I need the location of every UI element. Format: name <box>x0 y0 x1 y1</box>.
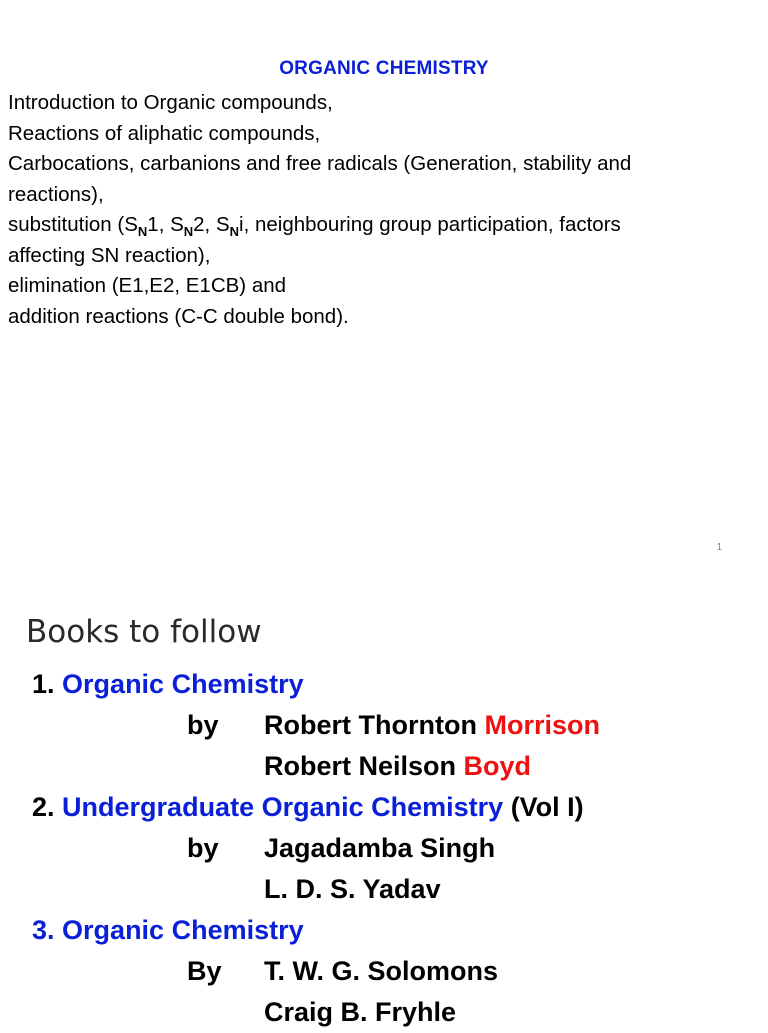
syllabus-line-substitution <box>8 210 742 241</box>
syllabus-body <box>8 88 742 332</box>
author-surname: Boyd <box>463 751 532 781</box>
syllabus-line: reactions), <box>8 182 104 206</box>
book-volume: (Vol I) <box>510 792 584 822</box>
syllabus-line: affecting SN reaction), <box>8 243 211 267</box>
substitution-text: 1, S <box>147 213 184 236</box>
author-name: L. D. S. Yadav <box>264 874 441 904</box>
slide-books <box>0 576 768 1027</box>
by-label: by <box>187 710 219 740</box>
subscript-n: N <box>183 224 194 239</box>
book-2-author-row <box>32 828 752 869</box>
book-title: Organic Chemistry <box>62 915 304 945</box>
page-number: 1 <box>716 542 722 553</box>
syllabus-line: Introduction to Organic compounds, <box>8 91 333 114</box>
book-title: Undergraduate Organic Chemistry <box>62 792 504 822</box>
book-number: 2. <box>32 792 55 822</box>
book-1-author-row <box>32 746 752 787</box>
book-3-title-row <box>32 910 752 951</box>
syllabus-line: Carbocations, carbanions and free radicals (Generation, stability and <box>8 152 632 175</box>
syllabus-line: elimination (E1,E2, E1CB) and <box>8 274 287 297</box>
author-surname: Morrison <box>484 710 600 740</box>
syllabus-title: ORGANIC CHEMISTRY <box>279 58 489 79</box>
by-label: by <box>187 833 219 863</box>
author-name: Craig B. Fryhle <box>264 997 457 1027</box>
book-1-title-row <box>32 664 752 705</box>
books-heading: Books to follow <box>26 614 262 650</box>
author-first-names: Robert Neilson <box>264 751 457 781</box>
book-number: 3. <box>32 915 55 945</box>
author-name <box>264 705 600 746</box>
syllabus-line: Reactions of aliphatic compounds, <box>8 121 321 145</box>
author-name: T. W. G. Solomons <box>264 956 499 986</box>
substitution-text: 2, S <box>193 213 230 236</box>
substitution-text: i, neighbouring group participation, factors <box>239 213 621 236</box>
book-3-author-row <box>32 951 752 992</box>
syllabus-line: addition reactions (C-C double bond). <box>8 304 349 328</box>
book-2-author-row <box>32 869 752 910</box>
author-first-names: Robert Thornton <box>264 710 477 740</box>
subscript-n: N <box>229 224 240 239</box>
book-2-title-row <box>32 787 752 828</box>
author-name: Jagadamba Singh <box>264 833 496 863</box>
books-list <box>32 664 752 1033</box>
substitution-text: substitution (S <box>8 213 138 236</box>
book-1-author-row <box>32 705 752 746</box>
author-name <box>264 746 531 787</box>
book-number: 1. <box>32 669 55 699</box>
by-label: By <box>187 956 222 986</box>
book-3-author-row <box>32 992 752 1033</box>
book-title: Organic Chemistry <box>62 669 304 699</box>
subscript-n: N <box>137 224 148 239</box>
